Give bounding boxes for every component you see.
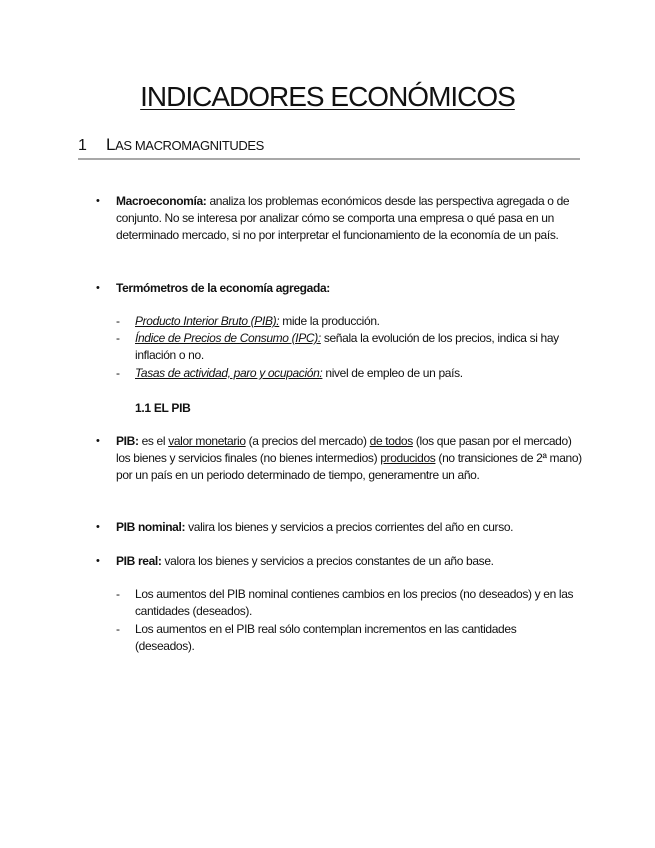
pib-underlined-2: de todos: [369, 434, 413, 448]
bullet-marker: •: [96, 521, 100, 533]
list-item-tasas-indicator: [116, 365, 576, 382]
bullet-marker: •: [96, 555, 100, 567]
term-macroeconomia: Macroeconomía:: [116, 194, 207, 208]
bullet-text: [116, 553, 584, 570]
indicator-description: mide la producción.: [279, 314, 380, 328]
dash-marker: -: [116, 314, 120, 328]
dash-marker: -: [116, 622, 120, 636]
dash-marker: -: [116, 366, 120, 380]
bullet-marker: •: [96, 282, 100, 294]
pib-nominal-definition: valira los bienes y servicios a precios corrientes del año en curso.: [185, 520, 514, 534]
term-termometros: Termómetros de la economía agregada:: [116, 281, 330, 295]
pib-text-4: (no transiciones de 2ª mano) por un país en un periodo determinado de tiempo, generamentre un año.: [116, 451, 582, 482]
list-item-note-nominal: [116, 586, 576, 620]
bullet-marker: •: [96, 435, 100, 447]
section-label: [106, 137, 264, 154]
list-item-ipc-indicator: [116, 330, 576, 364]
pib-underlined-3: producidos: [380, 451, 436, 465]
section-label-initial: L: [106, 135, 116, 154]
subsection-heading: 1.1 EL PIB: [135, 401, 191, 415]
bullet-text: [116, 519, 584, 536]
pib-text-2: (a precios del mercado): [245, 434, 370, 448]
bullet-pib-nominal: [96, 519, 586, 536]
list-item-text: [135, 330, 575, 364]
pib-underlined-1: valor monetario: [168, 434, 246, 448]
section-label-rest: AS MACROMAGNITUDES: [115, 138, 264, 153]
indicator-name: Tasas de actividad, paro y ocupación:: [135, 366, 323, 380]
bullet-pib-real: [96, 553, 586, 570]
pib-text-3: (los que pasan por el mercado) los bienes y servicios finales (no bienes intermedios): [116, 434, 572, 465]
list-item-note-real: [116, 621, 576, 655]
bullet-text: [116, 280, 584, 297]
bullet-marker: •: [96, 195, 100, 207]
document-title: INDICADORES ECONÓMICOS: [140, 81, 515, 112]
macroeconomia-definition: analiza los problemas económicos desde las perspectiva agregada o de conjunto. No se interesa por analizar cómo se comporta una empresa o qué pasa en un determinado mercado, si no por interpretar el funcionamiento de la economía de un país.: [116, 194, 570, 242]
bullet-text: [116, 433, 584, 484]
term-pib-nominal: PIB nominal:: [116, 520, 186, 534]
bullet-text: [116, 193, 584, 244]
pib-text-1: es el: [138, 434, 169, 448]
list-item-text: [135, 313, 575, 330]
section-heading: [78, 134, 580, 160]
list-item-text: Los aumentos en el PIB real sólo contemplan incrementos en las cantidades (deseados).: [135, 622, 517, 653]
bullet-pib: [96, 433, 586, 484]
dash-marker: -: [116, 587, 120, 601]
pib-real-definition: valora los bienes y servicios a precios constantes de un año base.: [161, 554, 494, 568]
list-item-text: Los aumentos del PIB nominal contienes cambios en los precios (no deseados) y en las cantidades (deseados).: [135, 587, 574, 618]
indicator-description: señala la evolución de los precios, indica si hay inflación o no.: [135, 331, 559, 362]
term-pib-real: PIB real:: [116, 554, 162, 568]
bullet-termometros: [96, 280, 586, 297]
indicator-name: Producto Interior Bruto (PIB):: [135, 314, 280, 328]
indicator-description: nivel de empleo de un país.: [322, 366, 463, 380]
section-number: 1: [78, 137, 87, 154]
bullet-macroeconomia: [96, 193, 586, 244]
dash-marker: -: [116, 331, 120, 345]
list-item-text: [135, 365, 575, 382]
indicator-name: Índice de Precios de Consumo (IPC):: [135, 331, 321, 345]
list-item-pib-indicator: [116, 313, 576, 330]
term-pib: PIB:: [116, 434, 139, 448]
